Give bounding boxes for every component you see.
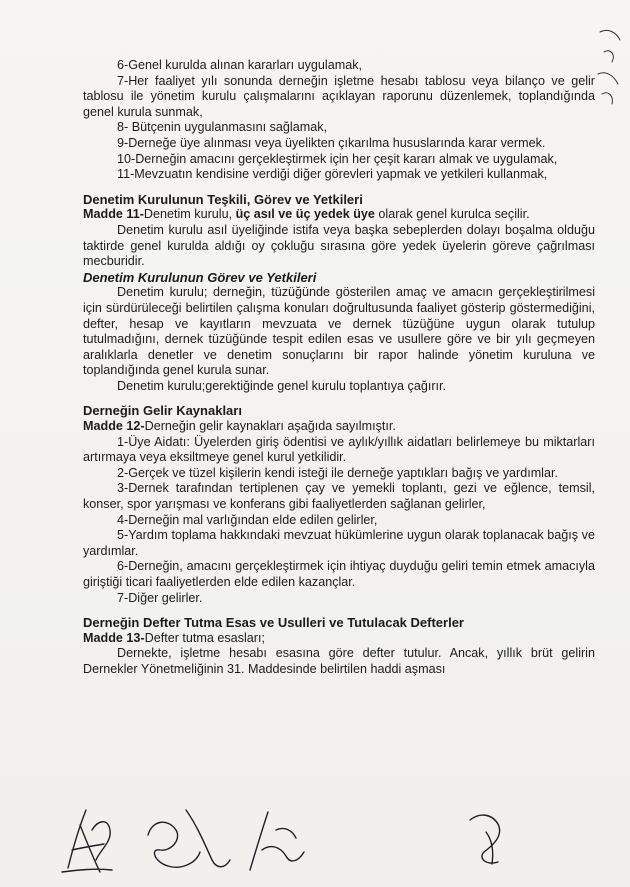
paragraph: 3-Dernek tarafından tertiplenen çay ve yemekli toplantı, gezi ve eğlence, temsil, konser, spor yarışması ve konferans gibi faaliyetlerden sağlanan gelirler, [83, 481, 595, 512]
article-number: Madde 11- [83, 207, 144, 222]
paragraph: Denetim kurulu; derneğin, tüzüğünde gösterilen amaç ve amacın gerçekleştirilmesi için sürdürüleceği belirtilen çalışma konuları doğrultusunda faaliyet gösterip göstermediğini, defter, hesap ve kayıtların mevzuata ve dernek tüzüğüne uygun olarak tutulup tutulmadığını, dernek tüzüğünde tespit edilen esas ve usullere göre ve bir yılı geçmeyen aralıklarla denetler ve denetim sonuçlarını bir rapor halinde yönetim kuruluna ve toplandığında genel kurula sunar. [83, 285, 595, 378]
signature-1 [62, 810, 112, 872]
signature-2 [148, 810, 230, 867]
signature-4 [470, 815, 500, 864]
paragraph: 9-Derneğe üye alınması veya üyelikten çıkarılma hususlarında karar vermek. [117, 135, 546, 150]
signature-3 [250, 812, 304, 870]
section-heading: Derneğin Defter Tutma Esas ve Usulleri ve Tutulacak Defterler [83, 615, 464, 631]
paragraph: 6-Genel kurulda alınan kararları uygulamak, [117, 58, 363, 72]
paragraph: 2-Gerçek ve tüzel kişilerin kendi isteği ile derneğe yaptıkları bağış ve yardımlar. [117, 465, 558, 480]
paragraph: Dernekte, işletme hesabı esasına göre defter tutulur. Ancak, yıllık brüt gelirin Dernekler Yönetmeliğinin 31. Maddesinde belirtilen haddi aşması [83, 646, 595, 676]
section-gap [83, 606, 595, 615]
paragraph: 10-Derneğin amacını gerçekleştirmek için her çeşit kararı almak ve uygulamak, [117, 151, 558, 166]
paragraph: Denetim kurulu;gerektiğinde genel kurulu toplantıya çağırır. [117, 378, 447, 393]
section-gap [83, 183, 595, 192]
paragraph: 6-Derneğin, amacını gerçekleştirmek için ihtiyaç duyduğu geliri temin etmek amacıyla giriştiği ticari faaliyetlerden elde edilen kazançlar. [83, 559, 595, 589]
article-number: Madde 12- [83, 419, 145, 434]
paragraph: 8- Bütçenin uygulanmasını sağlamak, [117, 120, 328, 135]
emphasis-text: üç asıl ve üç yedek üye [235, 207, 375, 222]
section-gap [83, 394, 595, 403]
paragraph: 11-Mevzuatın kendisine verdiği diğer görevleri yapmak ve yetkileri kullanmak, [117, 167, 548, 182]
section-heading: Denetim Kurulunun Teşkili, Görev ve Yetkileri [83, 191, 363, 207]
paragraph: 4-Derneğin mal varlığından elde edilen gelirler, [117, 512, 378, 527]
paragraph: 1-Üye Aidatı: Üyelerden giriş ödentisi ve aylık/yıllık aidatları belirlemeye bu miktarları artırmaya veya eksiltmeye genel kurul yetkilidir. [83, 434, 595, 465]
article-line: Madde 13-Defter tutma esasları; [83, 630, 265, 645]
stamp-mark [594, 18, 624, 108]
paragraph: 7-Diğer gelirler. [117, 590, 203, 605]
article-number: Madde 13- [83, 630, 145, 645]
section-heading-italic: Denetim Kurulunun Görev ve Yetkileri [83, 269, 317, 285]
paragraph: 7-Her faaliyet yılı sonunda derneğin işletme hesabı tablosu veya bilanço ve gelir tablosu ile yönetim kurulu çalışmalarını açıklayan raporunu düzenlemek, toplandığında genel kurula sunmak, [83, 73, 595, 119]
article-line: Madde 11-Denetim kurulu, üç asıl ve üç yedek üye olarak genel kurulca seçilir. [83, 207, 530, 222]
article-line: Madde 12-Derneğin gelir kaynakları aşağıda sayılmıştır. [83, 419, 396, 434]
section-heading: Derneğin Gelir Kaynakları [83, 403, 242, 419]
signature-row [0, 790, 630, 887]
paragraph: 5-Yardım toplama hakkındaki mevzuat hükümlerine uygun olarak toplanacak bağış ve yardımlar. [83, 528, 595, 558]
paragraph: Denetim kurulu asıl üyeliğinde istifa veya başka sebeplerden dolayı boşalma olduğu taktirde genel kurulda aldığı oy çokluğu sırasına göre yedek üyelerin göreve çağrılması mecburidir. [83, 222, 595, 269]
page-text-body [83, 58, 595, 678]
